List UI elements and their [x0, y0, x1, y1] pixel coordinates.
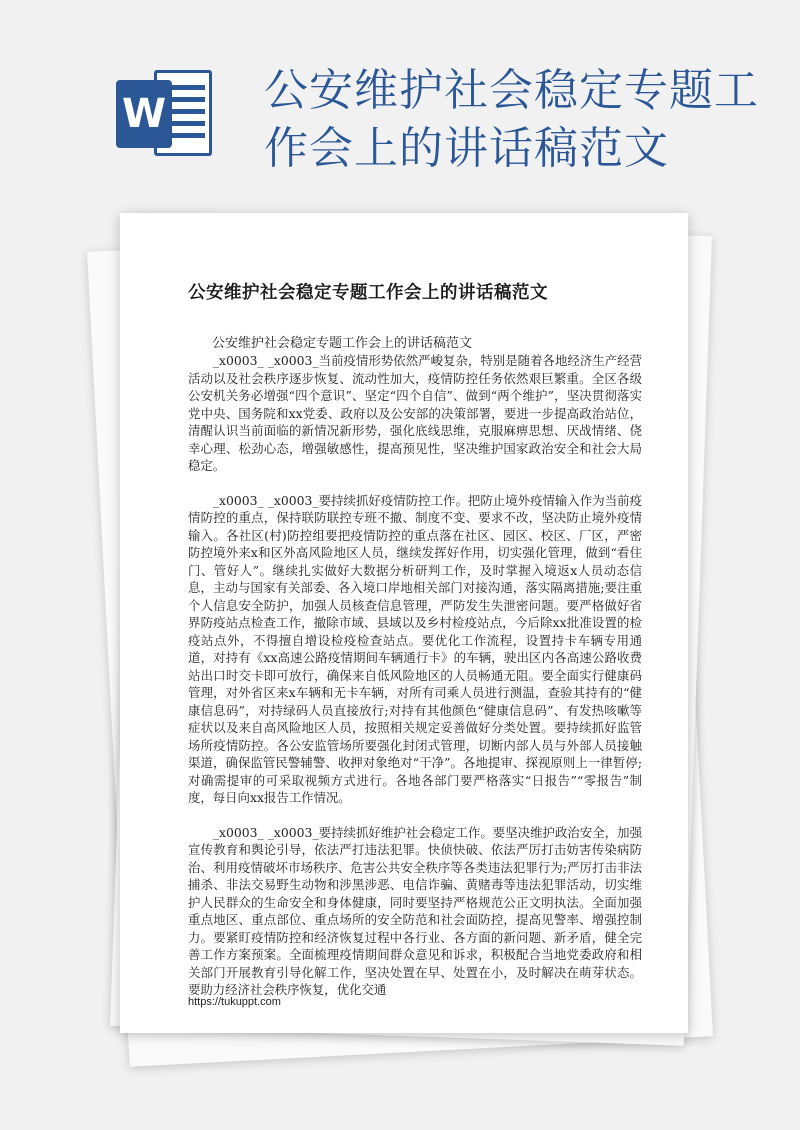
paragraph: _x0003_ _x0003_要持续抓好维护社会稳定工作。要坚决维护政治安全，加强宣传教育和舆论引导，依法严打违法犯罪。快侦快破、依法严厉打击妨害传染病防治、利用疫情破坏市场秩序、危害公共安全秩序等各类违法犯罪行为;严厉打击非法捕杀、非法交易野生动物和涉黑涉恶、电信诈骗、黄赌毒等违法犯罪活动，切实维护人民群众的生命安全和身体健康，同时要坚持严格规范公正文明执法。全面加强重点地区、重点部位、重点场所的安全防范和社会面防控，提高见警率、增强控制力。要紧盯疫情防控和经济恢复过程中各行业、各方面的新问题、新矛盾，健全完善工作方案预案。全面梳理疫情期间群众意见和诉求，积极配合当地党委政府和相关部门开展教育引导化解工作，坚决处置在早、处置在小，及时解决在萌芽状态。要助力经济社会秩序恢复，优化交通 — [188, 824, 642, 997]
paragraph: _x0003_ _x0003_要持续抓好疫情防控工作。把防止境外疫情输入作为当前疫情防控的重点，保持联防联控专班不撤、制度不变、要求不改，坚决防止境外疫情输入。各社区(村)防控组要把疫情防控的重点落在社区、园区、校区、厂区，严密防控境外来x和区外高风险地区人员，继续发挥好作用，切实强化管理，做到“看住门、管好人”。继续扎实做好大数据分析研判工作，及时掌握入境返x人员动态信息，主动与国家有关部委、各入境口岸地相关部门对接沟通，落实隔离措施;要注重个人信息安全防护，加强人员核查信息管理，严防发生失泄密问题。要严格做好省界防疫站点检查工作，撤除市域、县域以及乡村检疫站点，今后除xx批准设置的检疫站点外，不得擅自增设检疫检查站点。要优化工作流程，设置持卡车辆专用通道，对持有《xx高速公路疫情期间车辆通行卡》的车辆，驶出区内各高速公路收费站出口时交卡即可放行，确保来自低风险地区的人员畅通无阻。要全面实行健康码管理，对外省区来x车辆和无卡车辆，对所有司乘人员进行测温，查验其持有的“健康信息码”，对持绿码人员直接放行;对持有其他颜色“健康信息码”、有发热咳嗽等症状以及来自高风险地区人员，按照相关规定妥善做好分类处置。要持续抓好监管场所疫情防控。各公安监管场所要强化封闭式管理，切断内部人员与外部人员接触渠道，确保监管民警辅警、收押对象绝对“干净”。各地提审、探视原则上一律暂停;对确需提审的可采取视频方式进行。各地各部门要严格落实“日报告”“零报告”制度，每日向xx报告工作情况。 — [188, 492, 642, 805]
footer-url[interactable]: https://tukuppt.com — [188, 996, 281, 1008]
header — [0, 0, 800, 210]
paragraph: _x0003_ _x0003_当前疫情形势依然严峻复杂，特别是随着各地经济生产经营活动以及社会秩序逐步恢复、流动性加大，疫情防控任务依然艰巨繁重。全区各级公安机关务必增强“四个意识”、坚定“四个自信”、做到“两个维护”，坚决贯彻落实党中央、国务院和xx党委、政府以及公安部的决策部署，要进一步提高政治站位，清醒认识当前面临的新情况新形势，强化底线思维，克服麻痹思想、厌战情绪、侥幸心理、松劲心态，增强敏感性，提高预见性，坚决维护国家政治安全和社会大局稳定。 — [188, 353, 642, 473]
document-title: 公安维护社会稳定专题工作会上的讲话稿范文 — [188, 283, 548, 303]
word-w-icon: W — [116, 80, 172, 148]
page-title: 公安维护社会稳定专题工作会上的讲话稿范文 — [264, 65, 759, 174]
document-subtitle: 公安维护社会稳定专题工作会上的讲话稿范文 — [212, 336, 473, 351]
document-page — [120, 213, 688, 1033]
document-body — [188, 352, 642, 1016]
word-logo — [116, 66, 216, 162]
